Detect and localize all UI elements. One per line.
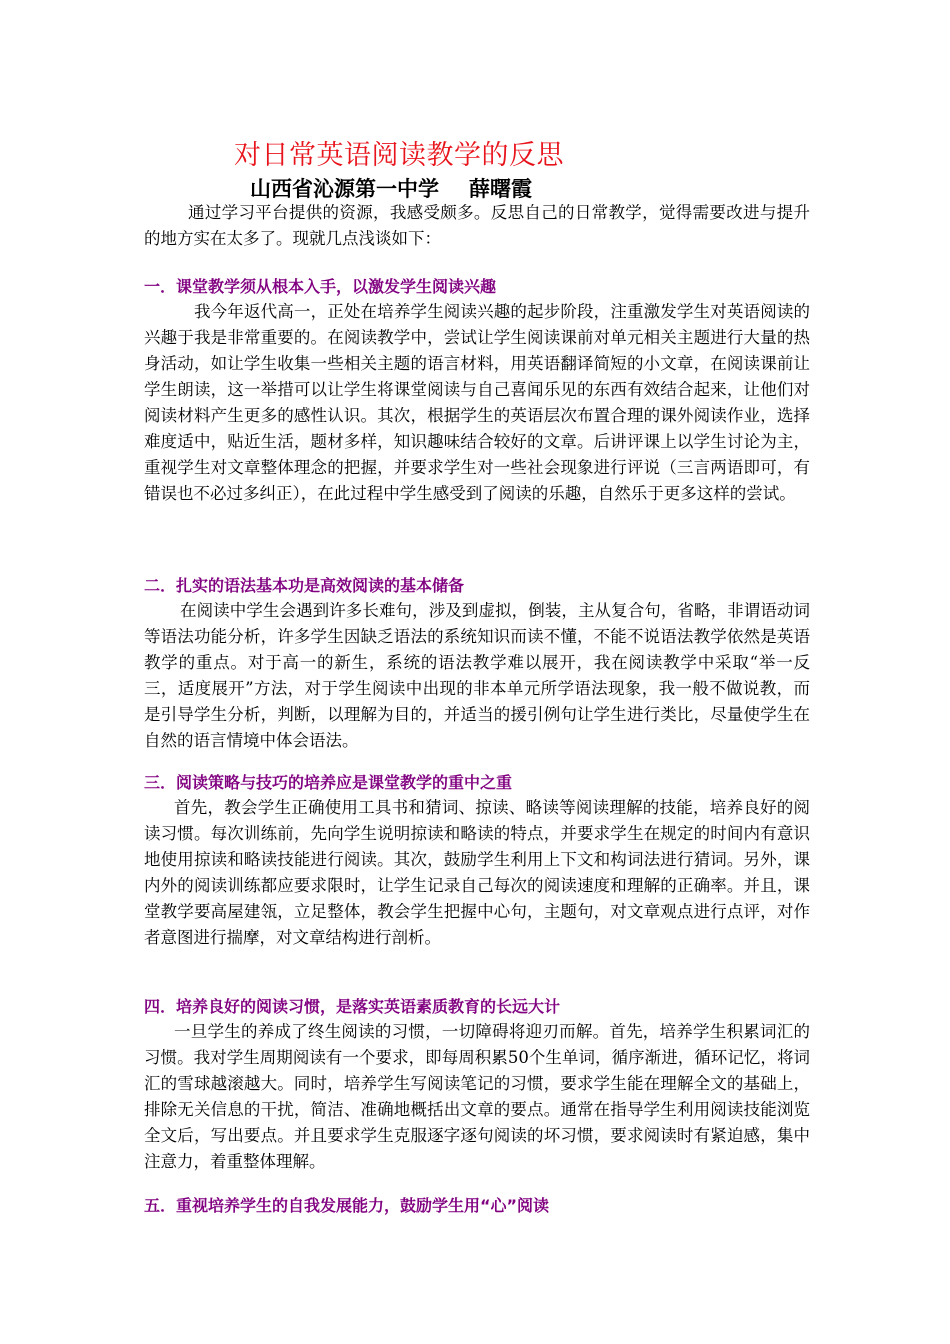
section-text-4: 一旦学生的养成了终生阅读的习惯，一切障碍将迎刃而解。首先，培养学生积累词汇的习惯。我对学生周期阅读有一个要求，即每周积累50个生单词，循序渐进，循环记忆，将词汇的雪球越滚越大。同时，培养学生写阅读笔记的习惯，要求学生能在理解全文的基础上，排除无关信息的干扰，简洁、准确地概括出文章的要点。通常在指导学生利用阅读技能浏览全文后，写出要点。并且要求学生克服逐字逐句阅读的坏习惯，要求阅读时有紧迫感，集中注意力，着重整体理解。 <box>144 1022 810 1171</box>
section-heading-3: 三．阅读策略与技巧的培养应是课堂教学的重中之重 <box>144 773 513 792</box>
section-heading-2: 二．扎实的语法基本功是高效阅读的基本储备 <box>144 576 465 595</box>
section-heading-5: 五．重视培养学生的自我发展能力，鼓励学生用“心”阅读 <box>144 1196 550 1215</box>
section-text-1: 我今年返代高一，正处在培养学生阅读兴趣的起步阶段，注重激发学生对英语阅读的兴趣于我是非常重要的。在阅读教学中，尝试让学生阅读课前对单元相关主题进行大量的热身活动，如让学生收集一些相关主题的语言材料，用英语翻译简短的小文章，在阅读课前让学生朗读，这一举措可以让学生将课堂阅读与自己喜闻乐见的东西有效结合起来，让他们对阅读材料产生更多的感性认识。其次，根据学生的英语层次布置合理的课外阅读作业，选择难度适中，贴近生活，题材多样，知识趣味结合较好的文章。后讲评课上以学生讨论为主，重视学生对文章整体理念的把握，并要求学生对一些社会现象进行评说（三言两语即可，有错误也不必过多纠正），在此过程中学生感受到了阅读的乐趣，自然乐于更多这样的尝试。 <box>144 302 810 503</box>
author-line <box>250 173 532 203</box>
author-school: 山西省沁源第一中学 <box>250 177 439 201</box>
section-heading-1: 一．课堂教学须从根本入手，以激发学生阅读兴趣 <box>144 277 497 296</box>
section-text-2: 在阅读中学生会遇到许多长难句，涉及到虚拟，倒装，主从复合句，省略，非谓语动词等语法功能分析，许多学生因缺乏语法的系统知识而读不懂，不能不说语法教学依然是英语教学的重点。对于高一的新生，系统的语法教学难以展开，我在阅读教学中采取“举一反三，适度展开”方法，对于学生阅读中出现的非本单元所学语法现象，我一般不做说教，而是引导学生分析，判断，以理解为目的，并适当的援引例句让学生进行类比，尽量使学生在自然的语言情境中体会语法。 <box>144 601 810 750</box>
document-title: 对日常英语阅读教学的反思 <box>234 140 564 171</box>
intro-paragraph: 通过学习平台提供的资源，我感受颇多。反思自己的日常教学，觉得需要改进与提升的地方实在太多了。现就几点浅谈如下： <box>144 203 810 248</box>
section-text-3: 首先，教会学生正确使用工具书和猜词、掠读、略读等阅读理解的技能，培养良好的阅读习惯。每次训练前，先向学生说明掠读和略读的特点，并要求学生在规定的时间内有意识地使用掠读和略读技能进行阅读。其次，鼓励学生利用上下文和构词法进行猜词。另外，课内外的阅读训练都应要求限时，让学生记录自己每次的阅读速度和理解的正确率。并且，课堂教学要高屋建瓴，立足整体，教会学生把握中心句，主题句，对文章观点进行点评，对作者意图进行揣摩，对文章结构进行剖析。 <box>144 798 810 947</box>
section-heading-4: 四．培养良好的阅读习惯，是落实英语素质教育的长远大计 <box>144 997 561 1016</box>
author-name: 薛曙霞 <box>469 177 532 201</box>
